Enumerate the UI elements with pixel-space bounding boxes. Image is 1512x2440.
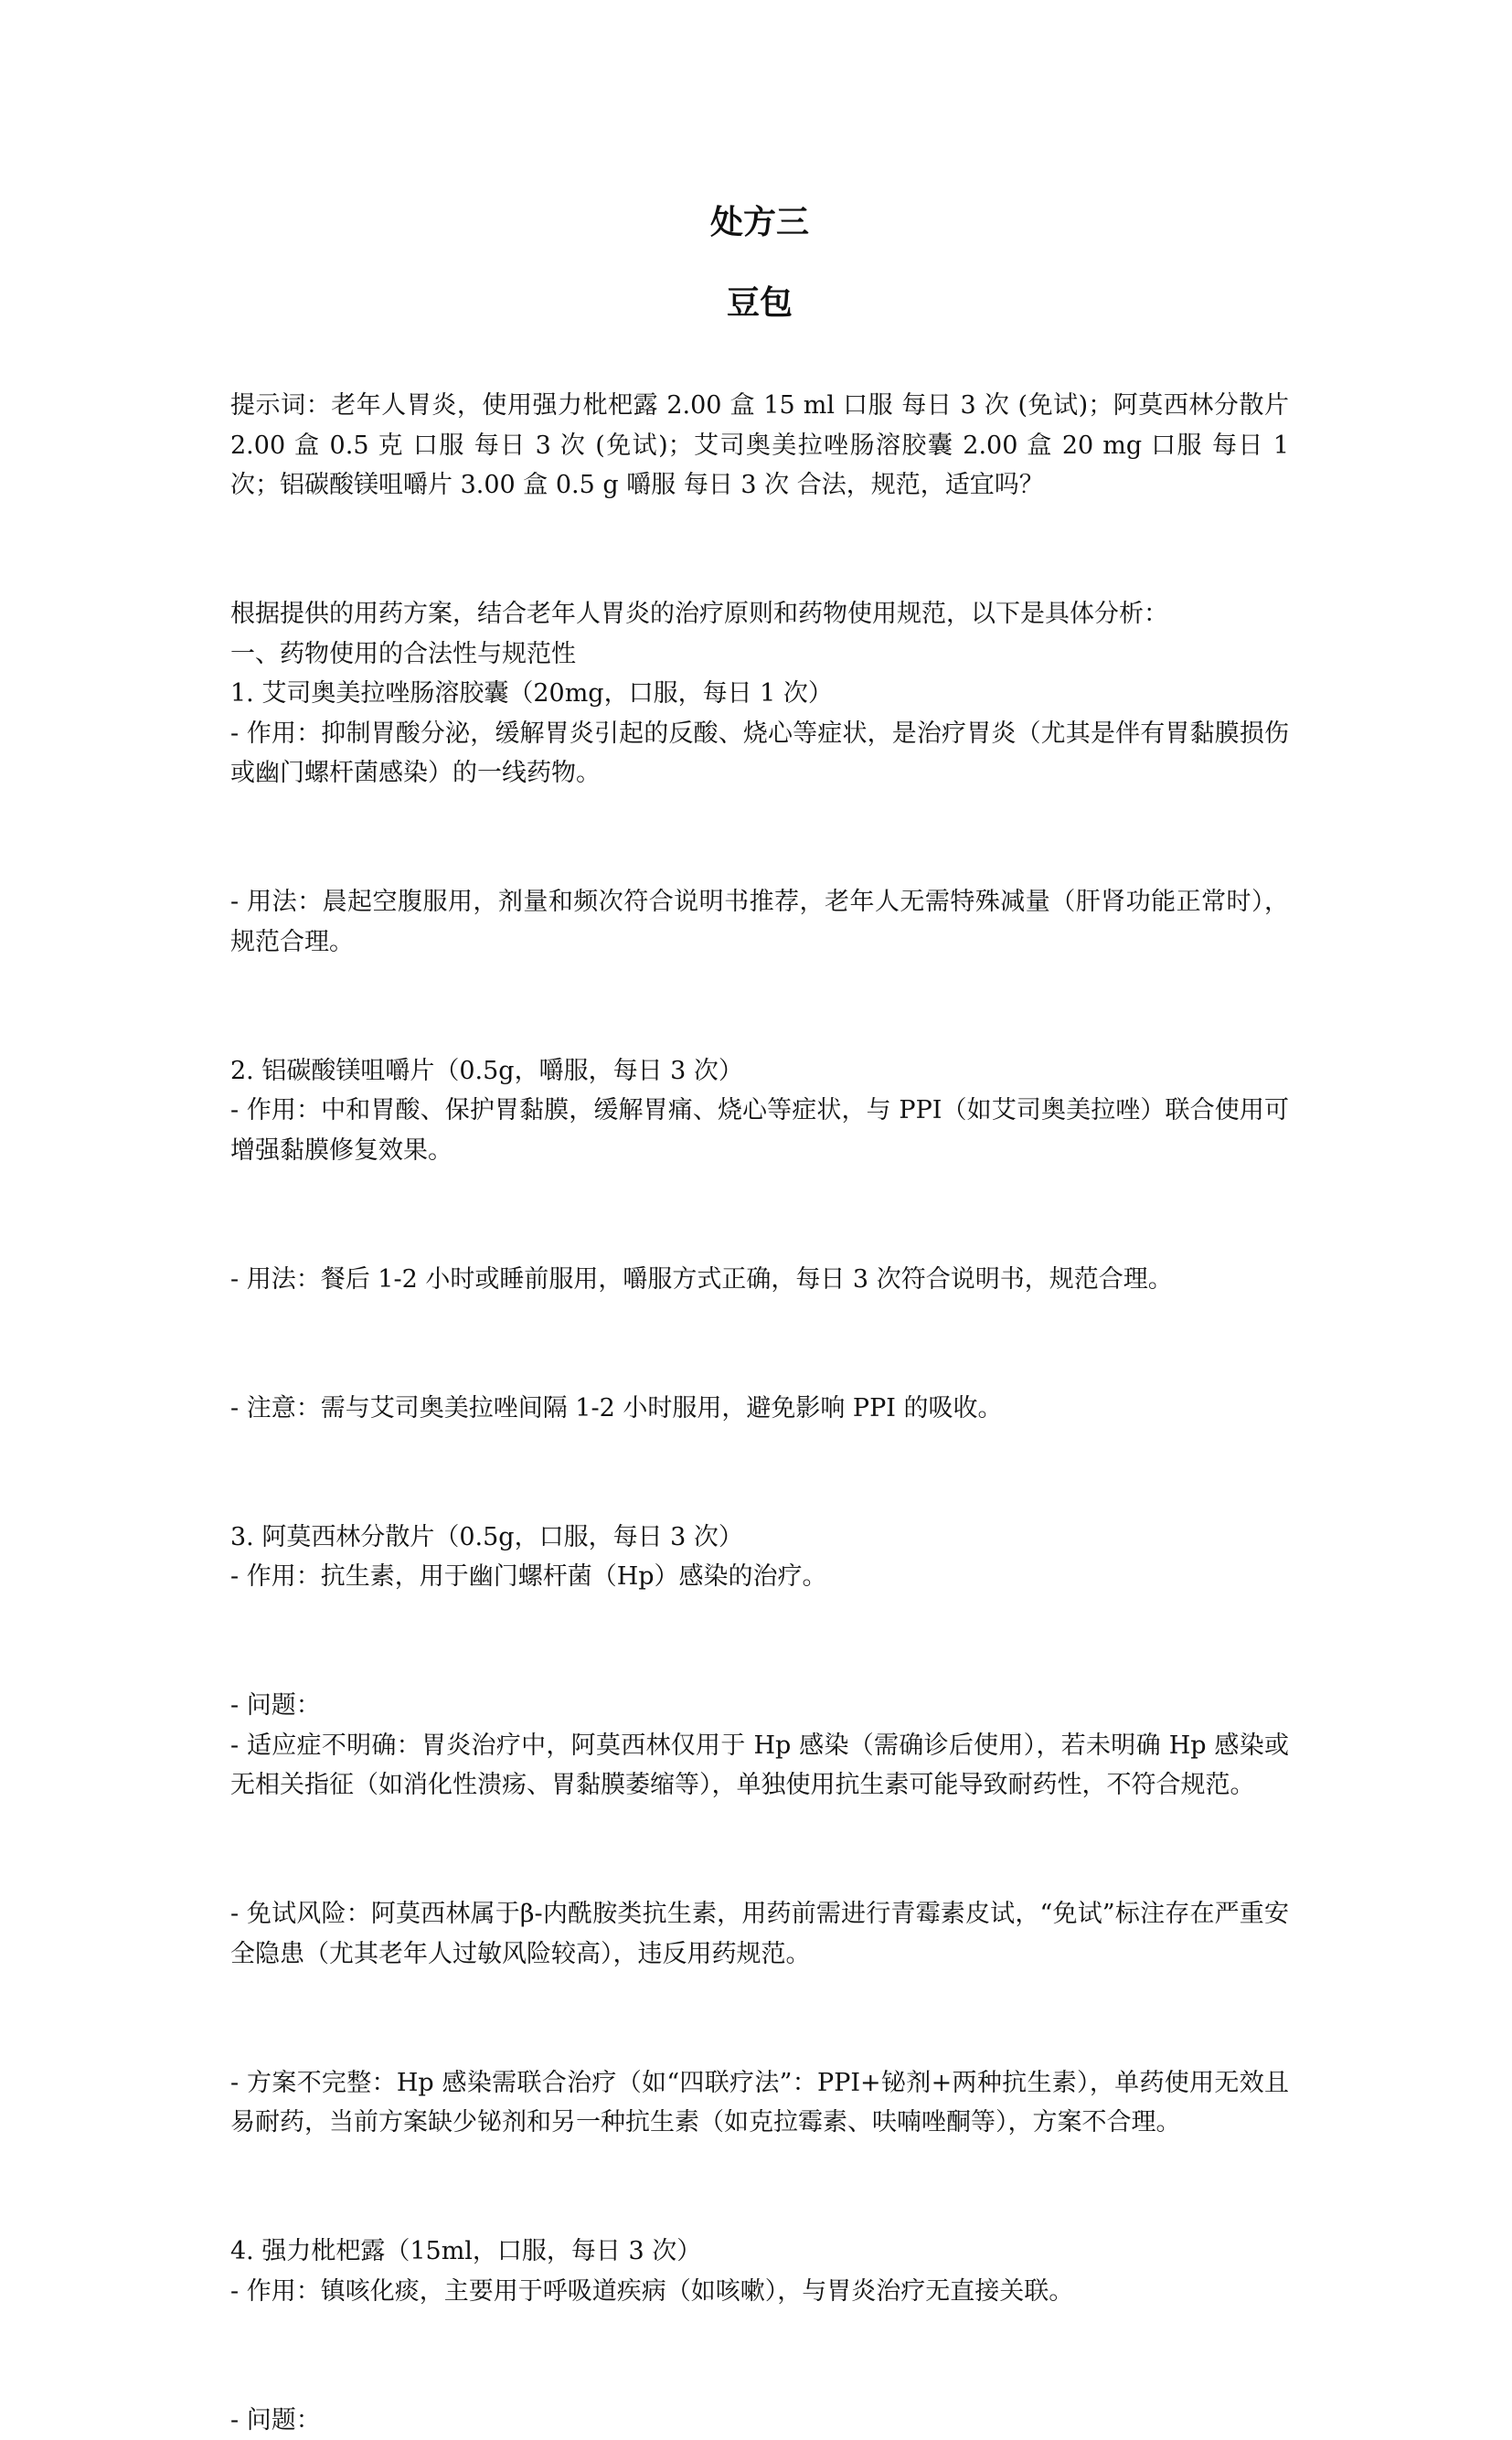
paragraph: - 用法：餐后 1-2 小时或睡前服用，嚼服方式正确，每日 3 次符合说明书，规范合理。 <box>230 1260 1289 1300</box>
paragraph: - 作用：中和胃酸、保护胃黏膜，缓解胃痛、烧心等症状，与 PPI（如艾司奥美拉唑）联合使用可增强黏膜修复效果。 <box>230 1091 1289 1170</box>
paragraph: 1. 艾司奥美拉唑肠溶胶囊（20mg，口服，每日 1 次） <box>230 674 1289 714</box>
paragraph: 提示词：老年人胃炎，使用强力枇杷露 2.00 盒 15 ml 口服 每日 3 次 (免试)；阿莫西林分散片 2.00 盒 0.5 克 口服 每日 3 次 (免试)；艾司奥美拉唑肠溶胶囊 2.00 盒 20 mg 口服 每日 1 次；铝碳酸镁咀嚼片 3.00 盒 0.5 g 嚼服 每日 3 次 合法，规范，适宜吗？ <box>230 386 1289 506</box>
paragraph: - 问题： <box>230 2401 1289 2440</box>
document-subtitle: 豆包 <box>230 283 1289 324</box>
paragraph: - 作用：抗生素，用于幽门螺杆菌（Hp）感染的治疗。 <box>230 1557 1289 1597</box>
paragraph: 2. 铝碳酸镁咀嚼片（0.5g，嚼服，每日 3 次） <box>230 1051 1289 1092</box>
blank-line <box>230 818 1289 858</box>
paragraph: 一、药物使用的合法性与规范性 <box>230 634 1289 675</box>
paragraph: - 问题： <box>230 1686 1289 1726</box>
paragraph: - 用法：晨起空腹服用，剂量和频次符合说明书推荐，老年人无需特殊减量（肝肾功能正常时），规范合理。 <box>230 882 1289 962</box>
blank-line <box>230 986 1289 1027</box>
blank-line <box>230 1324 1289 1364</box>
blank-line <box>230 1453 1289 1493</box>
paragraph: 4. 强力枇杷露（15ml，口服，每日 3 次） <box>230 2232 1289 2272</box>
paragraph: - 免试风险：阿莫西林属于β-内酰胺类抗生素，用药前需进行青霉素皮试，“免试”标注存在严重安全隐患（尤其老年人过敏风险较高），违反用药规范。 <box>230 1894 1289 1974</box>
paragraph: 3. 阿莫西林分散片（0.5g，口服，每日 3 次） <box>230 1518 1289 1558</box>
blank-line <box>230 1830 1289 1870</box>
blank-line <box>230 1622 1289 1662</box>
blank-line <box>230 2168 1289 2208</box>
blank-line <box>230 1998 1289 2039</box>
document-body <box>230 386 1289 2440</box>
document-title: 处方三 <box>230 203 1289 243</box>
blank-line <box>230 2336 1289 2376</box>
paragraph: 根据提供的用药方案，结合老年人胃炎的治疗原则和药物使用规范，以下是具体分析： <box>230 594 1289 634</box>
paragraph: - 作用：镇咳化痰，主要用于呼吸道疾病（如咳嗽），与胃炎治疗无直接关联。 <box>230 2272 1289 2312</box>
paragraph: - 作用：抑制胃酸分泌，缓解胃炎引起的反酸、烧心等症状，是治疗胃炎（尤其是伴有胃黏膜损伤或幽门螺杆菌感染）的一线药物。 <box>230 714 1289 794</box>
paragraph: - 注意：需与艾司奥美拉唑间隔 1-2 小时服用，避免影响 PPI 的吸收。 <box>230 1389 1289 1429</box>
paragraph: - 方案不完整：Hp 感染需联合治疗（如“四联疗法”：PPI+铋剂+两种抗生素），单药使用无效且易耐药，当前方案缺少铋剂和另一种抗生素（如克拉霉素、呋喃唑酮等），方案不合理。 <box>230 2063 1289 2143</box>
paragraph: - 适应症不明确：胃炎治疗中，阿莫西林仅用于 Hp 感染（需确诊后使用），若未明确 Hp 感染或无相关指征（如消化性溃疡、胃黏膜萎缩等），单独使用抗生素可能导致耐药性，不符合规范。 <box>230 1726 1289 1806</box>
blank-line <box>230 530 1289 570</box>
blank-line <box>230 1195 1289 1235</box>
